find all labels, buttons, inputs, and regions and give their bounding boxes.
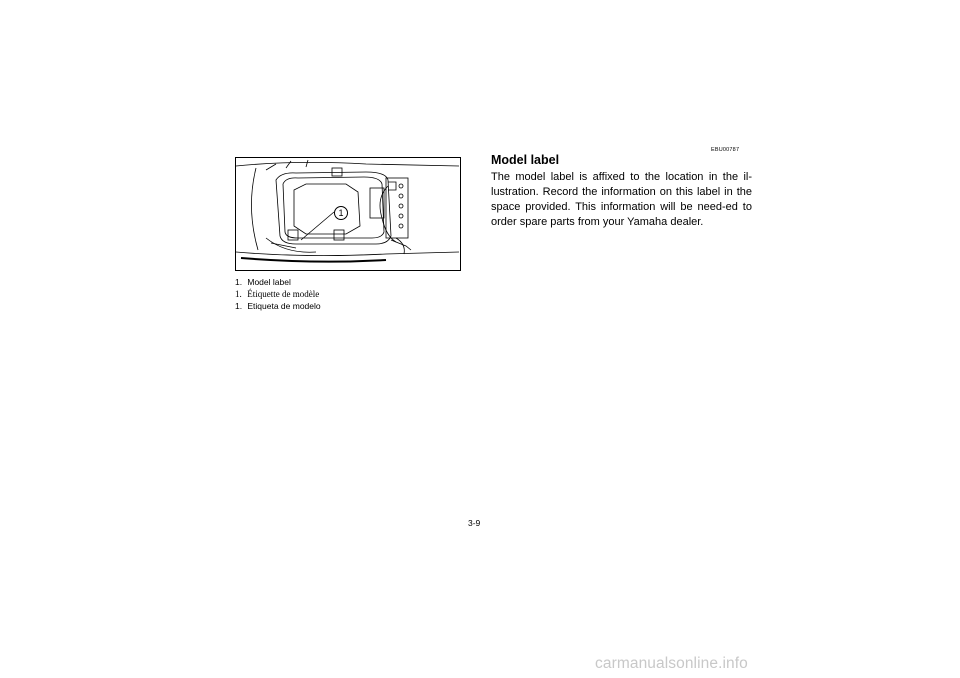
watermark: carmanualsonline.info — [595, 655, 748, 672]
section-code: EBU00787 — [711, 147, 740, 153]
caption-text: Etiqueta de modelo — [247, 301, 321, 311]
page-number: 3-9 — [468, 518, 481, 528]
caption-french — [235, 288, 321, 300]
model-label-illustration — [235, 157, 461, 271]
section-heading: Model label — [491, 153, 560, 167]
caption-number: 1. — [235, 301, 243, 311]
caption-spanish — [235, 300, 321, 312]
caption-text: Model label — [247, 277, 291, 287]
callout-number: 1 — [334, 206, 348, 220]
section-body: The model label is affixed to the location in the il-lustration. Record the information on this label in the space provided. This information will be need-ed to order spare parts from your Yamaha dealer. — [491, 171, 752, 228]
figure-captions — [235, 276, 321, 312]
caption-number: 1. — [235, 277, 243, 287]
caption-number: 1. — [235, 289, 242, 299]
caption-english — [235, 276, 321, 288]
caption-text: Étiquette de modèle — [247, 289, 320, 299]
